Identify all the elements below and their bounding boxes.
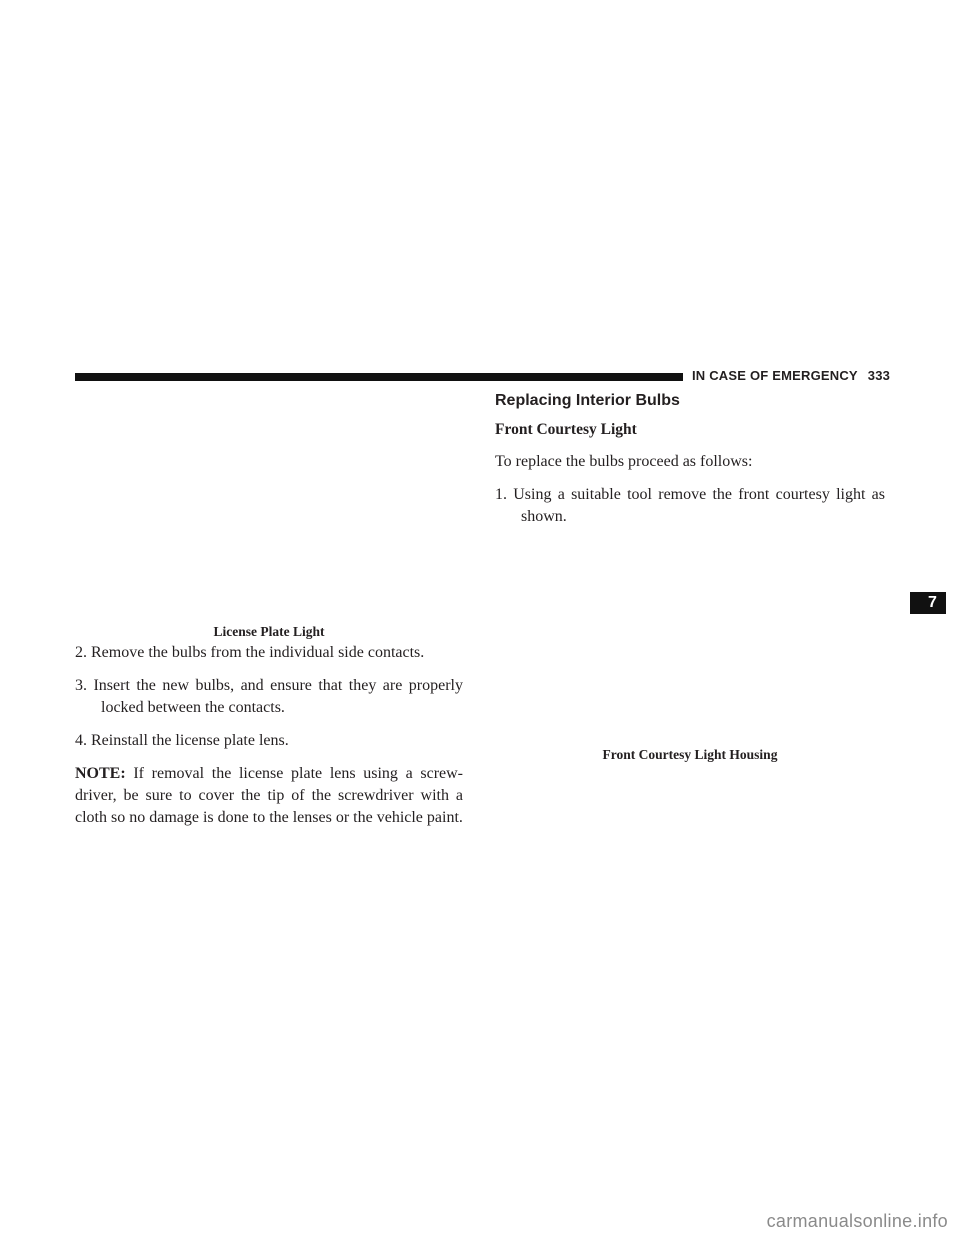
watermark: carmanualsonline.info [766,1211,948,1231]
figure-caption-license-plate-light: License Plate Light [213,624,325,639]
chapter-tab: 7 [910,592,946,614]
license-plate-light-figure [75,380,463,639]
step-4: 4. Reinstall the license plate lens. [75,732,289,749]
section-heading: Replacing Interior Bulbs [495,392,680,409]
page-number: 333 [867,368,891,383]
step-3: 3. Insert the new bulbs, and ensure that they are properly locked between the contacts. [75,677,463,716]
right-column [495,380,885,762]
note-label: NOTE: [75,765,126,782]
step-1: 1. Using a suitable tool remove the front courtesy light as shown. [495,486,885,525]
left-column [75,380,463,829]
figure-caption-front-courtesy-light: Front Courtesy Light Housing [602,747,778,762]
header-section-title: IN CASE OF EMERGENCY [692,368,858,383]
sub-heading: Front Courtesy Light [495,421,637,438]
note-paragraph [75,763,463,829]
intro-text: To replace the bulbs proceed as follows: [495,453,753,470]
note-text: If removal the license plate lens using a screw-driver, be sure to cover the tip of the screwdriver with a cloth so no damage is done to the lenses or the vehicle paint. [75,765,464,826]
front-courtesy-light-figure [495,528,885,742]
step-2: 2. Remove the bulbs from the individual side contacts. [75,644,425,661]
